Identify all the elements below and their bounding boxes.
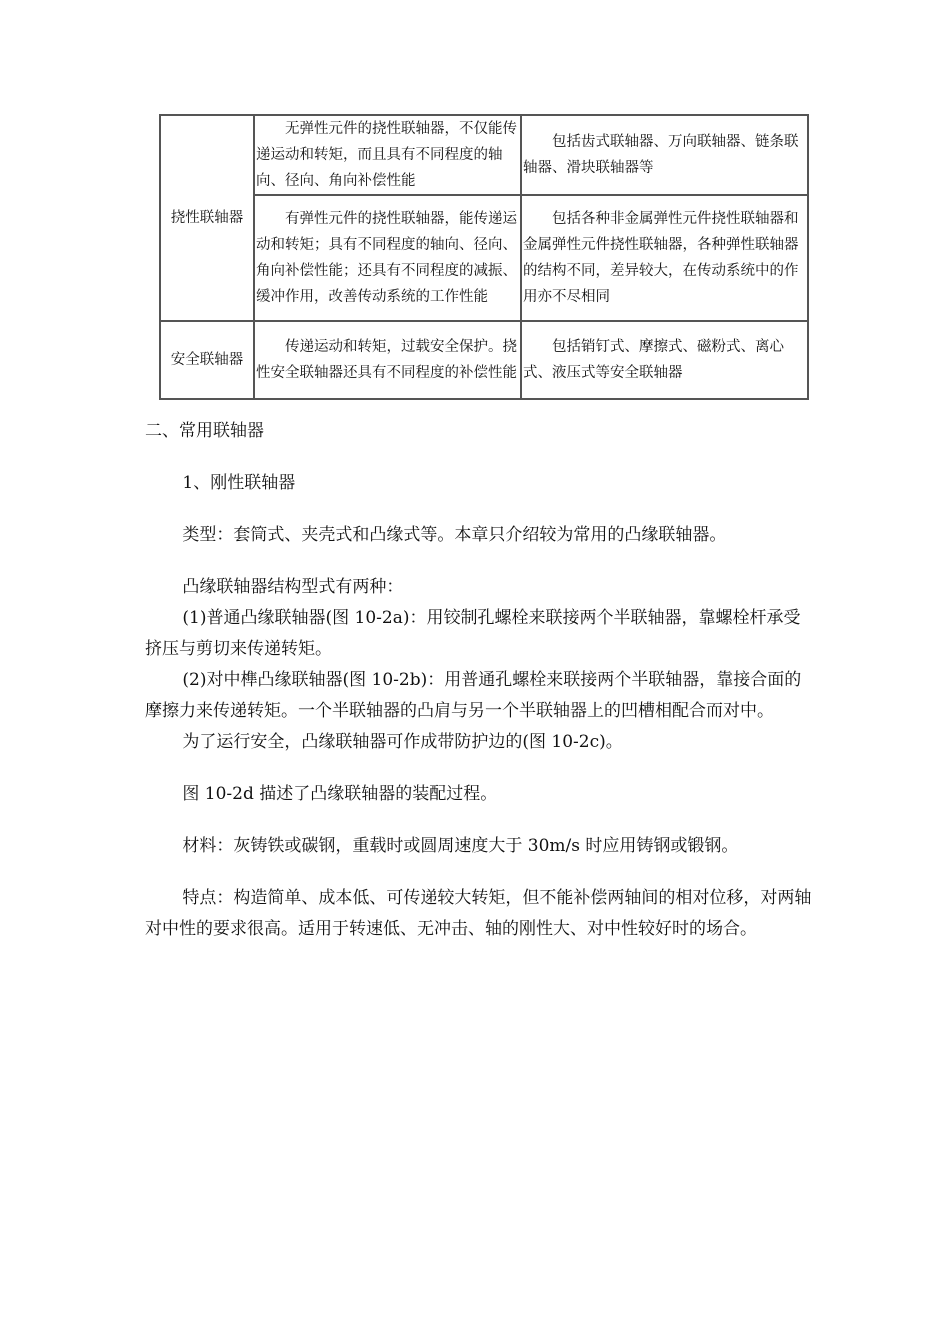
type-cell-safety: 安全联轴器 <box>160 321 254 399</box>
document-body <box>145 416 815 945</box>
feature-text: 无弹性元件的挠性联轴器，不仅能传递运动和转矩，而且具有不同程度的轴向、径向、角向补偿性能 <box>256 121 517 189</box>
material-paragraph: 材料：灰铸铁或碳钢，重载时或圆周速度大于 30m/s 时应用铸钢或锻钢。 <box>182 836 739 856</box>
features-paragraph: 特点：构造简单、成本低、可传递较大转矩，但不能补偿两轴间的相对位移，对两轴对中性的要求很高。适用于转速低、无冲击、轴的刚性大、对中性较好时的场合。 <box>145 888 812 939</box>
examples-text: 包括各种非金属弹性元件挠性联轴器和金属弹性元件挠性联轴器，各种弹性联轴器的结构不同，差异较大，在传动系统中的作用亦不尽相同 <box>523 211 799 305</box>
table-row <box>160 321 808 399</box>
structure-intro: 凸缘联轴器结构型式有两种： <box>182 577 404 597</box>
coupling-classification-table <box>159 114 799 400</box>
table-row <box>160 195 808 321</box>
examples-text: 包括销钉式、摩擦式、磁粉式、离心式、液压式等安全联轴器 <box>523 339 784 381</box>
table-row <box>160 115 808 195</box>
type-cell-flexible: 挠性联轴器 <box>160 115 254 321</box>
safety-paragraph: 为了运行安全，凸缘联轴器可作成带防护边的(图 10-2c)。 <box>182 732 623 752</box>
feature-text: 有弹性元件的挠性联轴器，能传递运动和转矩；具有不同程度的轴向、径向、角向补偿性能；还具有不同程度的减振、缓冲作用，改善传动系统的工作性能 <box>256 211 517 305</box>
examples-cell <box>521 115 808 195</box>
types-paragraph: 类型：套筒式、夹壳式和凸缘式等。本章只介绍较为常用的凸缘联轴器。 <box>182 525 727 545</box>
examples-cell <box>521 321 808 399</box>
feature-cell <box>254 115 521 195</box>
feature-cell <box>254 195 521 321</box>
structure-item-2: (2)对中榫凸缘联轴器(图 10-2b)：用普通孔螺栓来联接两个半联轴器，靠接合面的摩擦力来传递转矩。一个半联轴器的凸肩与另一个半联轴器上的凹槽相配合而对中。 <box>145 670 802 721</box>
structure-item-1: (1)普通凸缘联轴器(图 10-2a)：用铰制孔螺栓来联接两个半联轴器，靠螺栓杆承受挤压与剪切来传递转矩。 <box>145 608 801 659</box>
examples-text: 包括齿式联轴器、万向联轴器、链条联轴器、滑块联轴器等 <box>523 134 799 176</box>
examples-cell <box>521 195 808 321</box>
section-heading: 二、常用联轴器 <box>145 421 264 441</box>
coupling-table <box>159 114 809 400</box>
feature-cell <box>254 321 521 399</box>
feature-text: 传递运动和转矩，过载安全保护。挠性安全联轴器还具有不同程度的补偿性能 <box>256 339 517 381</box>
figure-paragraph: 图 10-2d 描述了凸缘联轴器的装配过程。 <box>182 784 498 804</box>
subsection-heading: 1、刚性联轴器 <box>182 473 296 493</box>
